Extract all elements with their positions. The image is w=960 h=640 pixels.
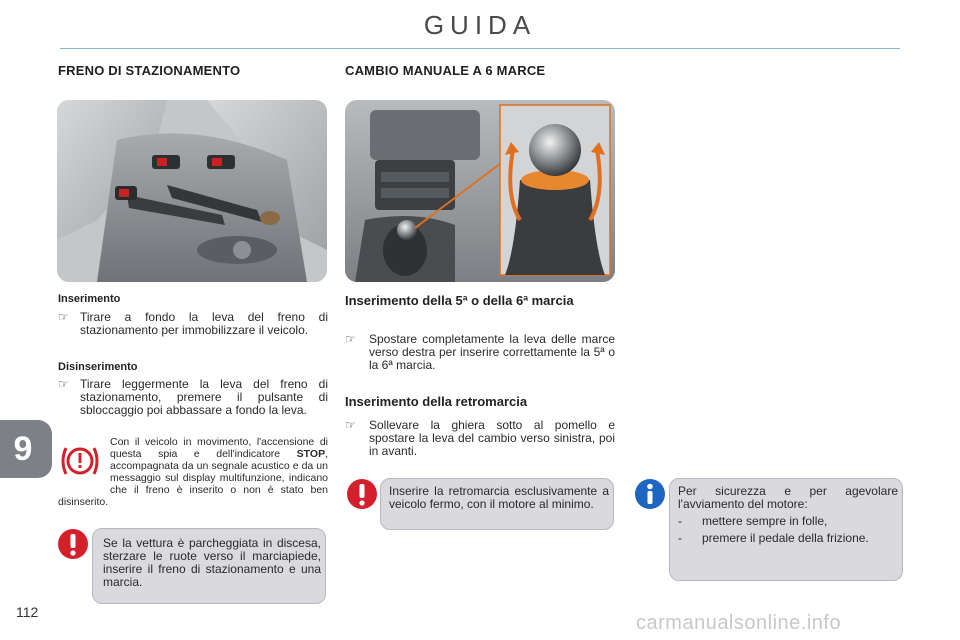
bullet-inserimento-text: Tirare a fondo la leva del freno di stazionamento per immobilizzare il veicolo. <box>80 310 328 337</box>
bullet-inserimento <box>58 311 328 337</box>
page-header-title: GUIDA <box>423 10 537 40</box>
warning-note-stop: STOP <box>296 448 326 460</box>
pointing-hand-icon: ☞ <box>345 418 356 432</box>
safety-tip-item-1: mettere sempre in folle, <box>702 514 828 528</box>
heading-inserimento: Inserimento <box>58 293 121 305</box>
pointing-hand-icon: ☞ <box>58 310 69 324</box>
bullet-fifth-sixth-gear-text: Spostare completamente la leva delle marce verso destra per inserire correttamente la 5ª o la 6ª marcia. <box>369 332 615 372</box>
safety-tip-item-2: premere il pedale della frizione. <box>702 531 869 545</box>
parking-brake-photo <box>57 100 327 282</box>
pointing-hand-icon: ☞ <box>58 377 69 391</box>
section-title-parking-brake: FRENO DI STAZIONAMENTO <box>58 63 241 78</box>
bullet-disinserimento-text: Tirare leggermente la leva del freno di stazionamento, premere il pulsante di sbloccaggio poi abbassare a fondo la leva. <box>80 377 328 417</box>
safety-tip-intro: Per sicurezza e per agevolare l'avviamento del motore: <box>678 484 898 511</box>
heading-reverse-gear: Inserimento della retromarcia <box>345 394 528 409</box>
warning-exclamation-icon <box>346 478 378 510</box>
gearbox-illustration <box>345 100 615 282</box>
bullet-reverse-gear-text: Sollevare la ghiera sotto al pomello e spostare la leva del cambio verso sinistra, poi in avanti. <box>369 418 615 458</box>
info-icon <box>634 478 666 510</box>
chapter-number: 9 <box>13 430 33 468</box>
heading-fifth-sixth-gear: Inserimento della 5ª o della 6ª marcia <box>345 293 574 308</box>
warning-note <box>58 436 328 508</box>
reverse-warning-text: Inserire la retromarcia esclusivamente a veicolo fermo, con il motore al minimo. <box>389 484 609 511</box>
warning-exclamation-icon <box>57 528 89 560</box>
parking-tip-text: Se la vettura è parcheggiata in discesa, sterzare le ruote verso il marciapiede, inserire il freno di stazionamento e una marcia. <box>103 536 321 589</box>
safety-tip-dash-1: - <box>678 514 682 528</box>
heading-disinserimento: Disinserimento <box>58 361 138 373</box>
safety-tip-box <box>669 478 903 581</box>
warning-note-text-2: , accompagnata da un segnale acustico e da un messaggio sul display multifunzione, indicano che il freno è inserito o non è stato ben disinserito. <box>58 448 328 508</box>
warning-note-text-1: Con il veicolo in movimento, l'accensione di questa spia e dell'indicatore <box>110 436 328 460</box>
icon-float-spacer <box>58 436 110 490</box>
safety-tip-dash-2: - <box>678 531 682 545</box>
header-divider <box>60 48 900 49</box>
reverse-warning-box <box>380 478 614 530</box>
parking-tip-box <box>92 528 326 604</box>
bullet-reverse-gear <box>345 419 615 458</box>
watermark: carmanualsonline.info <box>636 612 842 634</box>
bullet-disinserimento <box>58 378 328 417</box>
bullet-fifth-sixth-gear <box>345 333 615 372</box>
pointing-hand-icon: ☞ <box>345 332 356 346</box>
section-title-gearbox: CAMBIO MANUALE A 6 MARCE <box>345 63 546 78</box>
gearbox-photo <box>345 100 615 282</box>
parking-brake-illustration <box>57 100 327 282</box>
page-number: 112 <box>16 604 39 620</box>
